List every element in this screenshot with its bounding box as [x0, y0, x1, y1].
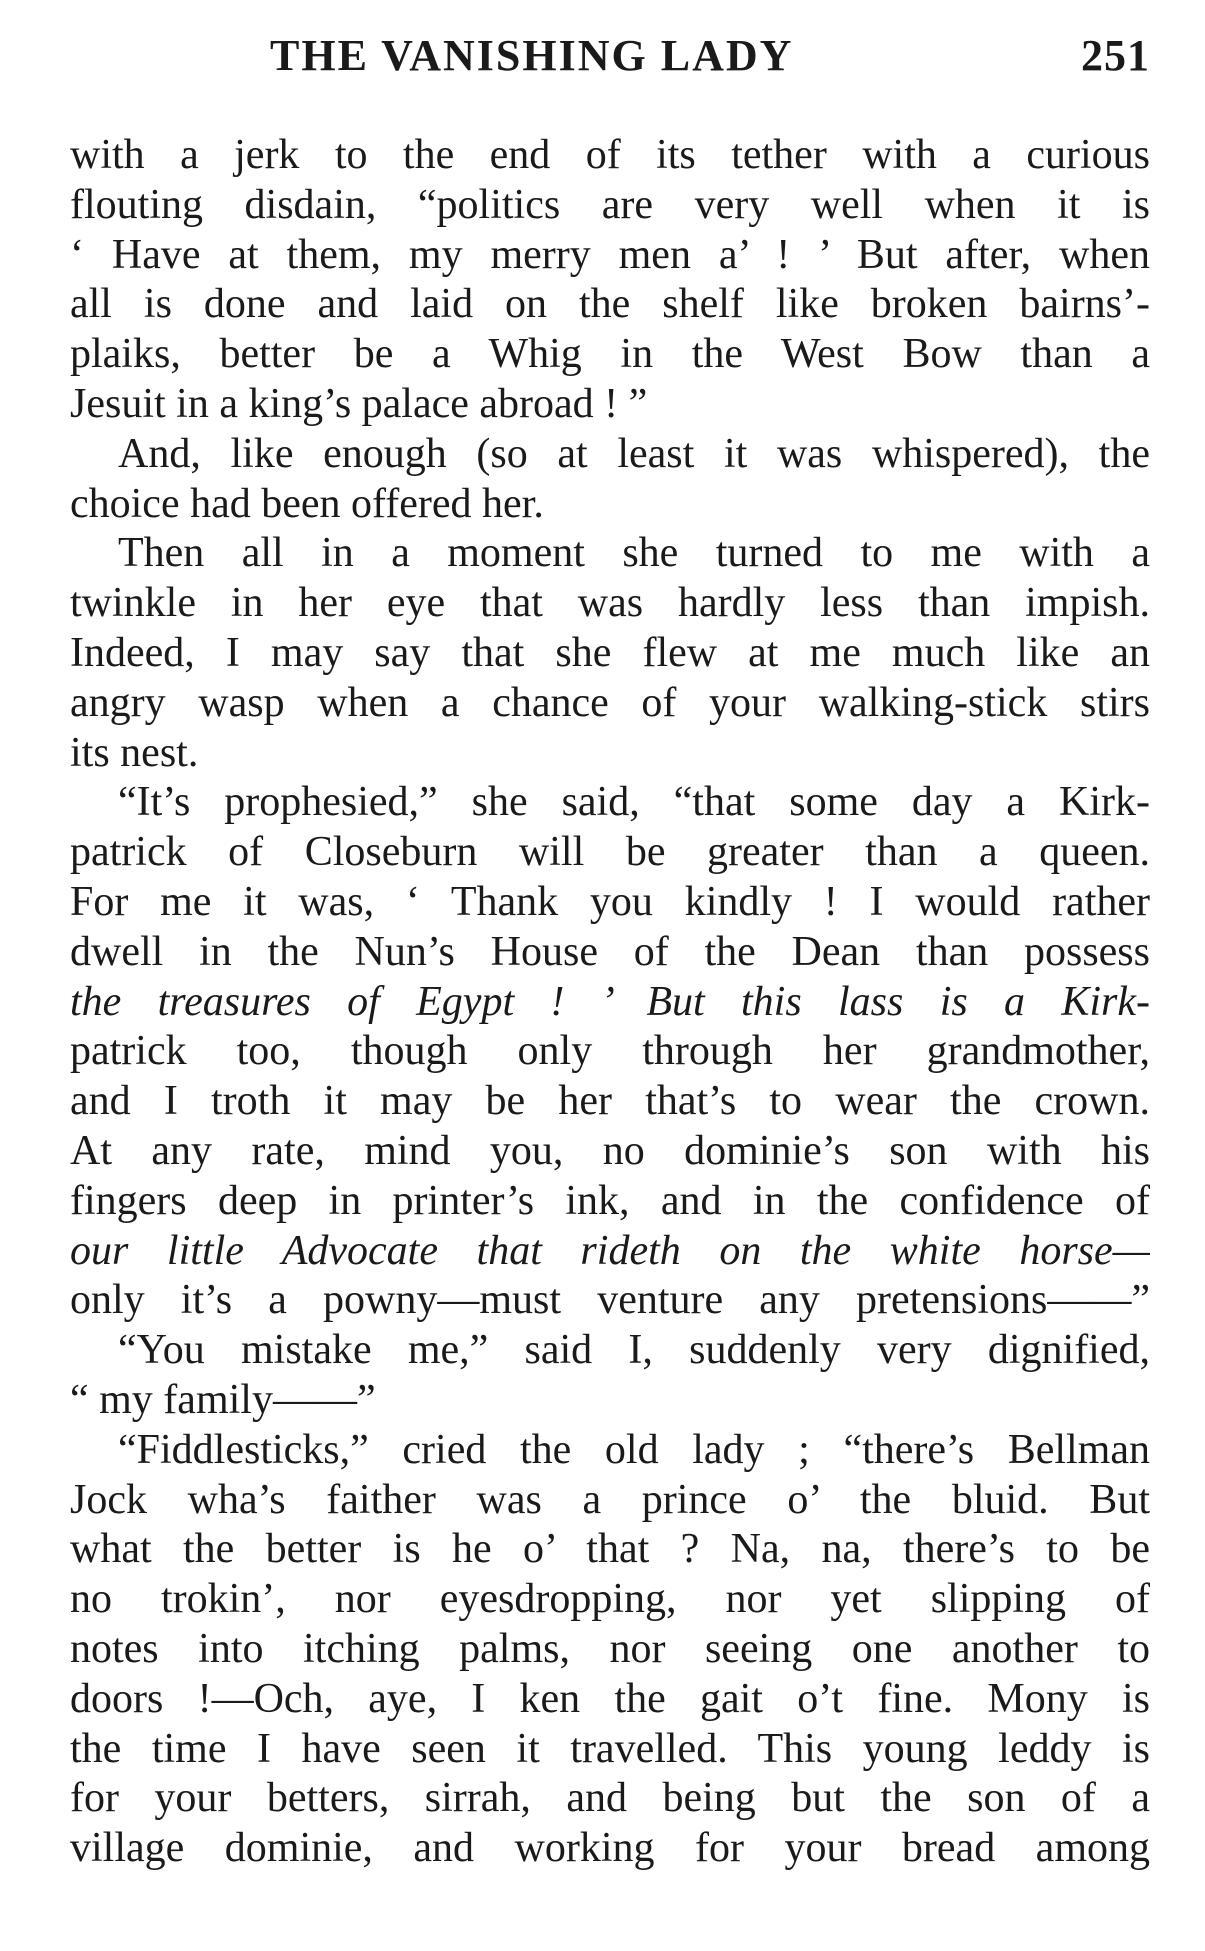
text-line: Then all in a moment she turned to me with a	[118, 530, 1150, 577]
body-text	[70, 131, 1150, 1874]
text-line: our little Advocate that rideth on the white horse—	[70, 1227, 1150, 1274]
text-line: Indeed, I may say that she flew at me much like an	[70, 629, 1150, 676]
text-line: no trokin’, nor eyesdropping, nor yet slipping of	[70, 1576, 1150, 1623]
text-line: twinkle in her eye that was hardly less than impish.	[70, 580, 1150, 627]
text-line: its nest.	[70, 729, 199, 776]
text-line: the treasures of Egypt ! ’ But this lass is a Kirk-	[70, 978, 1150, 1025]
text-line: Jesuit in a king’s palace abroad ! ”	[70, 380, 648, 427]
text-line: “ my family——”	[70, 1376, 376, 1423]
text-line: patrick too, though only through her grandmother,	[70, 1028, 1150, 1075]
text-line: village dominie, and working for your bread among	[70, 1825, 1150, 1872]
text-line: what the better is he o’ that ? Na, na, there’s to be	[70, 1526, 1150, 1573]
text-line: for your betters, sirrah, and being but the son of a	[70, 1775, 1150, 1822]
text-line: and I troth it may be her that’s to wear the crown.	[70, 1078, 1150, 1125]
running-title: THE VANISHING LADY	[270, 31, 794, 80]
text-line: all is done and laid on the shelf like broken bairns’-	[70, 281, 1150, 328]
page-header	[270, 30, 1150, 90]
text-line: the time I have seen it travelled. This young leddy is	[70, 1725, 1150, 1772]
text-line: “Fiddlesticks,” cried the old lady ; “there’s Bellman	[118, 1426, 1150, 1473]
text-line: fingers deep in printer’s ink, and in the confidence of	[70, 1177, 1150, 1224]
text-line: ‘ Have at them, my merry men a’ ! ’ But after, when	[70, 231, 1150, 278]
text-line: with a jerk to the end of its tether with a curious	[70, 132, 1150, 178]
text-line: And, like enough (so at least it was whispered), the	[118, 430, 1150, 477]
text-line: At any rate, mind you, no dominie’s son with his	[70, 1127, 1150, 1174]
page-number: 251	[1081, 31, 1150, 80]
text-line: Jock wha’s faither was a prince o’ the bluid. But	[70, 1476, 1150, 1523]
text-line: dwell in the Nun’s House of the Dean than possess	[70, 928, 1150, 975]
text-line: only it’s a powny—must venture any pretensions——”	[70, 1277, 1150, 1324]
text-line: choice had been offered her.	[70, 480, 544, 527]
text-line: flouting disdain, “politics are very well when it is	[70, 181, 1150, 228]
text-line: doors !—Och, aye, I ken the gait o’t fine. Mony is	[70, 1675, 1150, 1722]
text-line: notes into itching palms, nor seeing one another to	[70, 1625, 1150, 1672]
text-line: For me it was, ‘ Thank you kindly ! I would rather	[70, 878, 1150, 925]
text-line: plaiks, better be a Whig in the West Bow than a	[70, 331, 1150, 378]
text-line: angry wasp when a chance of your walking-stick stirs	[70, 679, 1150, 726]
text-line: “It’s prophesied,” she said, “that some day a Kirk-	[118, 779, 1150, 826]
text-line: “You mistake me,” said I, suddenly very dignified,	[118, 1327, 1150, 1374]
text-line: patrick of Closeburn will be greater than a queen.	[70, 829, 1150, 876]
